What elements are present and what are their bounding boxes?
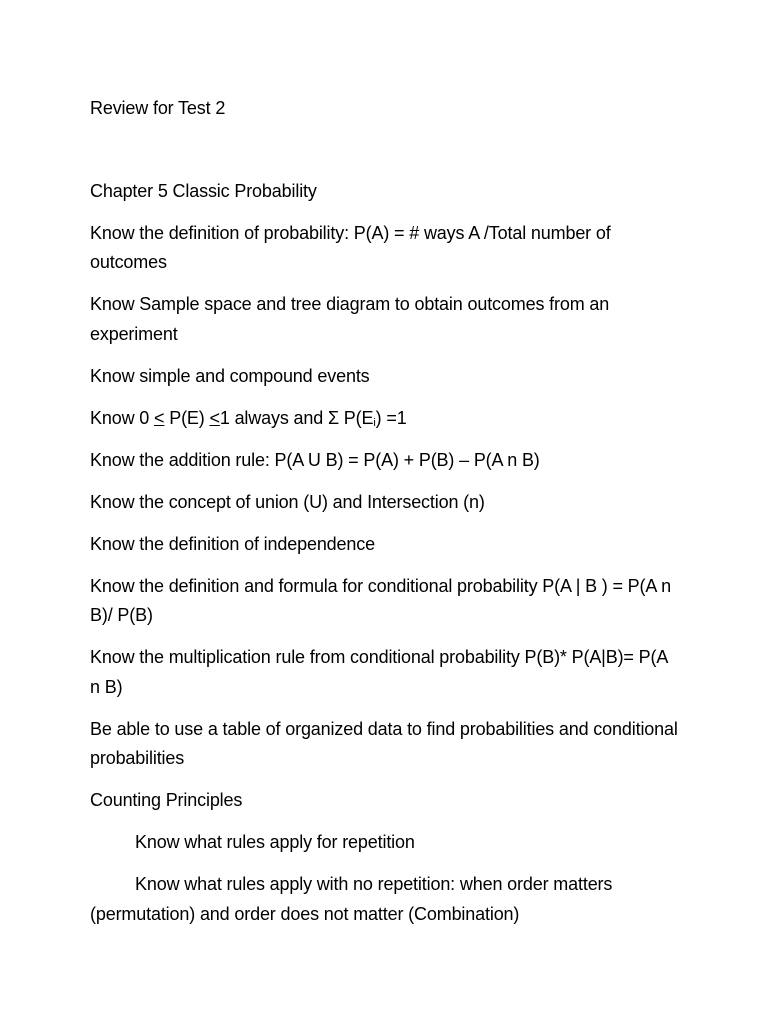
document-title: Review for Test 2 (90, 98, 226, 118)
chapter-heading: Chapter 5 Classic Probability (90, 180, 317, 201)
item-sample-space: Know Sample space and tree diagram to obtain outcomes from an experiment (90, 294, 610, 344)
item-probability-definition: Know the definition of probability: P(A) = # ways A /Total number of outcomes (90, 222, 611, 272)
item-multiplication-rule: Know the multiplication rule from conditional probability P(B)* P(A|B)= P(A n B) (90, 647, 668, 697)
item-independence: Know the definition of independence (90, 533, 375, 554)
item-no-repetition-rules: Know what rules apply with no repetition: when order matters (permutation) and order does not matter (Combination) (90, 874, 613, 924)
item-conditional-probability: Know the definition and formula for conditional probability P(A | B ) = P(A n B)/ P(B) (90, 575, 671, 625)
item-repetition-rules: Know what rules apply for repetition (135, 832, 415, 852)
document-body (90, 94, 680, 942)
bounds-text-middle: P(E) (164, 407, 210, 428)
bounds-text-suffix: ) =1 (375, 407, 407, 428)
item-counting-principles: Counting Principles (90, 790, 243, 810)
item-table-probabilities: Be able to use a table of organized data to find probabilities and conditional probabilities (90, 718, 678, 768)
less-equal-symbol: < (154, 407, 165, 428)
item-union-intersection: Know the concept of union (U) and Intersection (n) (90, 491, 485, 512)
item-simple-compound-events: Know simple and compound events (90, 365, 370, 386)
item-probability-bounds (90, 404, 680, 434)
bounds-text-sum: 1 always and Σ P(E (219, 407, 374, 428)
less-equal-symbol: < (209, 407, 220, 428)
item-addition-rule: Know the addition rule: P(A U B) = P(A) + P(B) – P(A n B) (90, 449, 540, 470)
subscript-i: i (373, 416, 376, 429)
bounds-text-prefix: Know 0 (90, 407, 154, 428)
